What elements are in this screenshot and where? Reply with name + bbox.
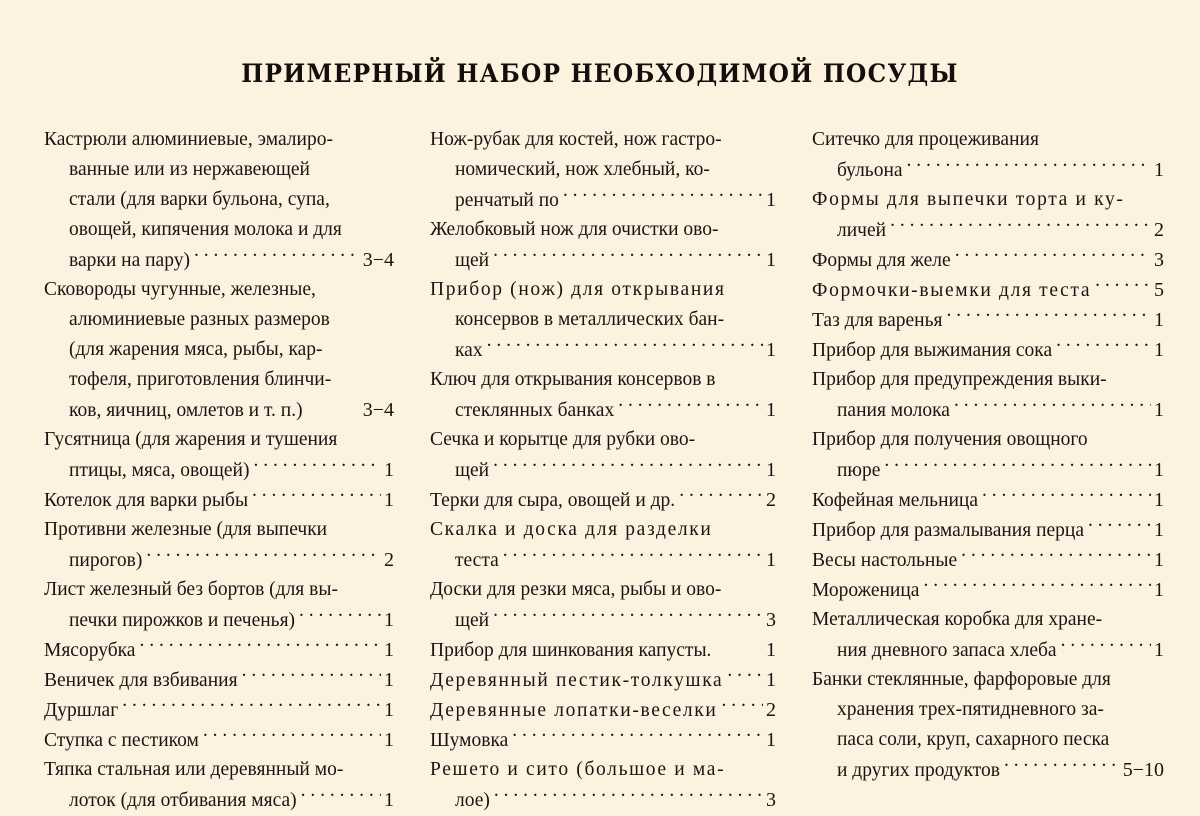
list-item-text: Прибор для предупреждения выки- [812, 368, 1107, 390]
leader-dots [122, 696, 381, 716]
quantity-value: 1 [766, 668, 776, 691]
leader-dots [242, 666, 381, 686]
leader-dots [299, 606, 381, 626]
list-item-line [44, 365, 394, 395]
list-item-line [430, 545, 776, 575]
list-item-text: стеклянных банках [455, 399, 615, 421]
list-item-text: алюминиевые разных размеров [69, 308, 330, 330]
list-item-text: птицы, мяса, овощей) [69, 459, 250, 481]
list-item-line [812, 725, 1164, 755]
list-item-line [430, 365, 776, 395]
list-item [812, 575, 1164, 605]
list-item [44, 755, 394, 815]
list-item-line [44, 755, 394, 785]
list-item [812, 185, 1164, 245]
quantity-value: 1 [384, 788, 394, 811]
list-item-line [44, 395, 394, 425]
list-item-line [812, 575, 1164, 605]
list-item-text: Прибор (нож) для открывания [430, 278, 726, 300]
list-item [430, 665, 776, 695]
quantity-value: 1 [1154, 398, 1164, 421]
list-item-text: Дуршлаг [44, 699, 119, 721]
quantity-value: 1 [384, 638, 394, 661]
list-item-line [812, 245, 1164, 275]
list-item [44, 665, 394, 695]
list-item-line [44, 575, 394, 605]
list-column-3 [812, 125, 1164, 785]
quantity-value: 3−4 [362, 398, 394, 421]
list-item [430, 725, 776, 755]
list-item-line [430, 215, 776, 245]
list-item-text: Тяпка стальная или деревянный мо- [44, 758, 344, 780]
list-item-text: Сечка и корытце для рубки ово- [430, 428, 696, 450]
list-item-line [812, 425, 1164, 455]
list-item-text: ренчатый по [455, 189, 559, 211]
quantity-value: 3−4 [362, 248, 394, 271]
leader-dots [923, 576, 1151, 596]
list-item [44, 515, 394, 575]
leader-dots [493, 456, 763, 476]
list-item [812, 485, 1164, 515]
quantity-value: 1 [384, 608, 394, 631]
list-item [430, 215, 776, 275]
list-item-text: Противни железные (для выпечки [44, 518, 328, 540]
list-item [44, 125, 394, 275]
list-item-line [812, 755, 1164, 785]
list-item-line [430, 725, 776, 755]
quantity-value: 1 [1154, 548, 1164, 571]
quantity-value: 3 [1154, 248, 1164, 271]
list-item-text: Ступка с пестиком [44, 729, 199, 751]
list-item [430, 485, 776, 515]
list-item-line [430, 575, 776, 605]
quantity-value: 1 [766, 188, 776, 211]
list-item-line [44, 335, 394, 365]
leader-dots [487, 336, 763, 356]
list-item-line [430, 755, 776, 785]
quantity-value: 1 [1154, 488, 1164, 511]
list-item-line [44, 455, 394, 485]
list-item-text: Лист железный без бортов (для вы- [44, 578, 338, 600]
leader-dots [961, 546, 1151, 566]
list-item-text: консервов в металлических бан- [455, 308, 725, 330]
list-item [430, 755, 776, 815]
list-item-text: Деревянные лопатки-веселки [430, 699, 718, 721]
list-item-text: и других продуктов [837, 759, 1001, 781]
list-item-text: Формы для желе [812, 249, 951, 271]
list-item-line [430, 665, 776, 695]
quantity-value: 1 [384, 488, 394, 511]
list-item-text: теста [455, 549, 499, 571]
list-item-text: ния дневного запаса хлеба [837, 639, 1057, 661]
quantity-value: 1 [1154, 638, 1164, 661]
list-item-text: пирогов) [69, 549, 143, 571]
quantity-value: 3 [766, 608, 776, 631]
leader-dots [1056, 336, 1151, 356]
list-item-line [44, 515, 394, 545]
list-item-line [812, 695, 1164, 725]
list-item-line [44, 215, 394, 245]
quantity-value: 1 [1154, 158, 1164, 181]
list-item-line [812, 365, 1164, 395]
list-item-line [430, 635, 776, 665]
quantity-value: 1 [766, 458, 776, 481]
leader-dots [1004, 756, 1120, 776]
list-item-line [812, 155, 1164, 185]
list-item [812, 365, 1164, 425]
quantity-value: 1 [384, 698, 394, 721]
leader-dots [194, 246, 360, 266]
leader-dots [982, 486, 1151, 506]
leader-dots [1061, 636, 1151, 656]
list-item-text: Формы для выпечки торта и ку- [812, 188, 1125, 210]
list-item-line [44, 305, 394, 335]
list-item-line [44, 245, 394, 275]
list-item-line [430, 485, 776, 515]
list-item-text: Ситечко для процеживания [812, 128, 1039, 150]
leader-dots [955, 246, 1151, 266]
list-item [812, 125, 1164, 185]
list-item [812, 335, 1164, 365]
list-item [430, 125, 776, 215]
leader-dots [563, 186, 763, 206]
list-item-line [812, 545, 1164, 575]
leader-dots [494, 786, 763, 806]
list-item-line [430, 155, 776, 185]
list-item-text: пания молока [837, 399, 950, 421]
leader-dots [722, 696, 763, 716]
list-item-line [430, 425, 776, 455]
list-item-line [812, 665, 1164, 695]
list-item-text: Шумовка [430, 729, 509, 751]
list-item [44, 485, 394, 515]
list-item-text: стали (для варки бульона, супа, [69, 188, 330, 210]
list-item-text: Сковороды чугунные, железные, [44, 278, 316, 300]
list-item-text: Доски для резки мяса, рыбы и ово- [430, 578, 722, 600]
list-column-1 [44, 125, 394, 815]
list-item-text: Нож-рубак для костей, нож гастро- [430, 128, 722, 150]
quantity-value: 2 [1154, 218, 1164, 241]
list-item-text: Прибор для выжимания сока [812, 339, 1053, 361]
list-item-line [430, 785, 776, 815]
list-item-text: ков, яичниц, омлетов и т. п.) [69, 399, 303, 421]
list-item-line [430, 335, 776, 365]
list-item-line [430, 185, 776, 215]
list-item-line [44, 695, 394, 725]
list-item-text: Прибор для шинкования капусты. [430, 639, 712, 661]
quantity-value: 1 [384, 668, 394, 691]
list-item-line [44, 635, 394, 665]
quantity-value: 5 [1154, 278, 1164, 301]
list-item-line [812, 605, 1164, 635]
leader-dots [618, 396, 763, 416]
list-item-text: печки пирожков и печенья) [69, 609, 296, 631]
quantity-value: 1 [766, 338, 776, 361]
list-item-line [430, 305, 776, 335]
list-item [430, 575, 776, 635]
list-item-text: бульона [837, 159, 903, 181]
list-item [812, 605, 1164, 665]
list-item-text: Кофейная мельница [812, 489, 979, 511]
leader-dots [954, 396, 1151, 416]
list-item-line [430, 605, 776, 635]
list-item-text: Гусятница (для жарения и тушения [44, 428, 338, 450]
quantity-value: 1 [1154, 458, 1164, 481]
list-item-line [44, 275, 394, 305]
leader-dots [907, 156, 1151, 176]
list-item-text: номический, нож хлебный, ко- [455, 158, 710, 180]
list-item-text: овощей, кипячения молока и для [69, 218, 342, 240]
quantity-value: 1 [384, 458, 394, 481]
list-item-line [430, 515, 776, 545]
list-item-line [430, 395, 776, 425]
list-item-text: Скалка и доска для разделки [430, 518, 713, 540]
leader-dots [512, 726, 763, 746]
list-item [430, 365, 776, 425]
list-item [812, 665, 1164, 785]
quantity-value: 2 [766, 488, 776, 511]
list-item-line [812, 185, 1164, 215]
list-item [44, 635, 394, 665]
list-item-text: Прибор для размалывания перца [812, 519, 1085, 541]
leader-dots [1088, 516, 1151, 536]
list-item-text: Решето и сито (большое и ма- [430, 758, 726, 780]
list-item-text: лое) [455, 789, 490, 811]
list-item-text: Кастрюли алюминиевые, эмалиро- [44, 128, 333, 150]
list-item-line [430, 695, 776, 725]
list-item-line [812, 515, 1164, 545]
list-item-line [430, 275, 776, 305]
list-item-line [44, 545, 394, 575]
quantity-value: 1 [1154, 338, 1164, 361]
list-item-text: личей [837, 219, 887, 241]
list-item [44, 695, 394, 725]
list-item-line [44, 665, 394, 695]
leader-dots [946, 306, 1151, 326]
list-item-text: лоток (для отбивания мяса) [69, 789, 297, 811]
columns-container [0, 103, 1200, 815]
list-item [430, 515, 776, 575]
list-item-line [44, 485, 394, 515]
list-item-text: Котелок для варки рыбы [44, 489, 249, 511]
list-item-text: пюре [837, 459, 881, 481]
list-item-text: щей [455, 609, 490, 631]
list-item-text: Желобковый нож для очистки ово- [430, 218, 719, 240]
list-item-text: щей [455, 249, 490, 271]
list-item [812, 515, 1164, 545]
list-item [812, 425, 1164, 485]
list-item [44, 575, 394, 635]
list-item-text: ванные или из нержавеющей [69, 158, 310, 180]
list-item-line [812, 485, 1164, 515]
list-item-text: Мясорубка [44, 639, 136, 661]
list-item-text: Ключ для открывания консервов в [430, 368, 716, 390]
list-item [44, 425, 394, 485]
list-item [812, 305, 1164, 335]
leader-dots [203, 726, 381, 746]
list-item [430, 425, 776, 485]
leader-dots [890, 216, 1151, 236]
list-item [430, 275, 776, 365]
list-item-text: ках [455, 339, 483, 361]
list-item-text: паса соли, круп, сахарного песка [837, 728, 1110, 750]
list-item [430, 695, 776, 725]
list-item-line [430, 125, 776, 155]
list-item [812, 275, 1164, 305]
list-item-line [812, 305, 1164, 335]
list-item [44, 725, 394, 755]
list-item-line [812, 125, 1164, 155]
leader-dots [884, 456, 1151, 476]
leader-dots [252, 486, 381, 506]
list-item-text: Прибор для получения овощного [812, 428, 1088, 450]
quantity-value: 1 [1154, 518, 1164, 541]
quantity-value: 1 [1154, 308, 1164, 331]
quantity-value: 2 [384, 548, 394, 571]
quantity-value: 1 [766, 638, 776, 661]
quantity-value: 1 [384, 728, 394, 751]
document-page [0, 17, 1200, 811]
page-title: ПРИМЕРНЫЙ НАБОР НЕОБХОДИМОЙ ПОСУДЫ [241, 58, 959, 88]
list-item-text: Мороженица [812, 579, 920, 601]
list-item-line [812, 215, 1164, 245]
leader-dots [253, 456, 381, 476]
leader-dots [146, 546, 381, 566]
list-item-text: Весы настольные [812, 549, 958, 571]
list-item-line [430, 245, 776, 275]
list-item-line [812, 335, 1164, 365]
quantity-value: 1 [1154, 578, 1164, 601]
list-item-text: хранения трех-пятидневного за- [837, 698, 1104, 720]
leader-dots [301, 786, 381, 806]
list-item-text: тофеля, приготовления блинчи- [69, 368, 332, 390]
list-item-line [44, 155, 394, 185]
list-item-text: Металлическая коробка для хране- [812, 608, 1103, 630]
quantity-value: 2 [766, 698, 776, 721]
quantity-value: 3 [766, 788, 776, 811]
list-item-line [430, 455, 776, 485]
list-item-line [44, 125, 394, 155]
leader-dots [493, 606, 763, 626]
list-item-line [812, 635, 1164, 665]
leader-dots [503, 546, 763, 566]
list-item-line [44, 185, 394, 215]
list-item-text: Деревянный пестик-толкушка [430, 669, 724, 691]
list-item-text: Веничек для взбивания [44, 669, 238, 691]
quantity-value: 1 [766, 728, 776, 751]
list-item [430, 635, 776, 665]
leader-dots [139, 636, 381, 656]
list-item [812, 245, 1164, 275]
list-item-text: Банки стеклянные, фарфоровые для [812, 668, 1111, 690]
list-item-text: Таз для варенья [812, 309, 943, 331]
leader-dots [727, 666, 763, 686]
quantity-value: 5−10 [1122, 758, 1164, 781]
list-item-line [44, 425, 394, 455]
list-item-text: варки на пару) [69, 249, 190, 271]
list-item-line [812, 395, 1164, 425]
list-item [44, 275, 394, 425]
quantity-value: 1 [766, 398, 776, 421]
list-column-2 [430, 125, 776, 815]
leader-dots [1095, 276, 1151, 296]
list-item-line [44, 725, 394, 755]
leader-dots [679, 486, 763, 506]
list-item-line [812, 455, 1164, 485]
list-item-text: (для жарения мяса, рыбы, кар- [69, 338, 323, 360]
list-item [812, 545, 1164, 575]
list-item-line [44, 785, 394, 815]
quantity-value: 1 [766, 548, 776, 571]
list-item-text: Терки для сыра, овощей и др. [430, 489, 676, 511]
quantity-value: 1 [766, 248, 776, 271]
list-item-text: щей [455, 459, 490, 481]
list-item-line [812, 275, 1164, 305]
leader-dots [493, 246, 763, 266]
list-item-line [44, 605, 394, 635]
list-item-text: Формочки-выемки для теста [812, 279, 1092, 301]
